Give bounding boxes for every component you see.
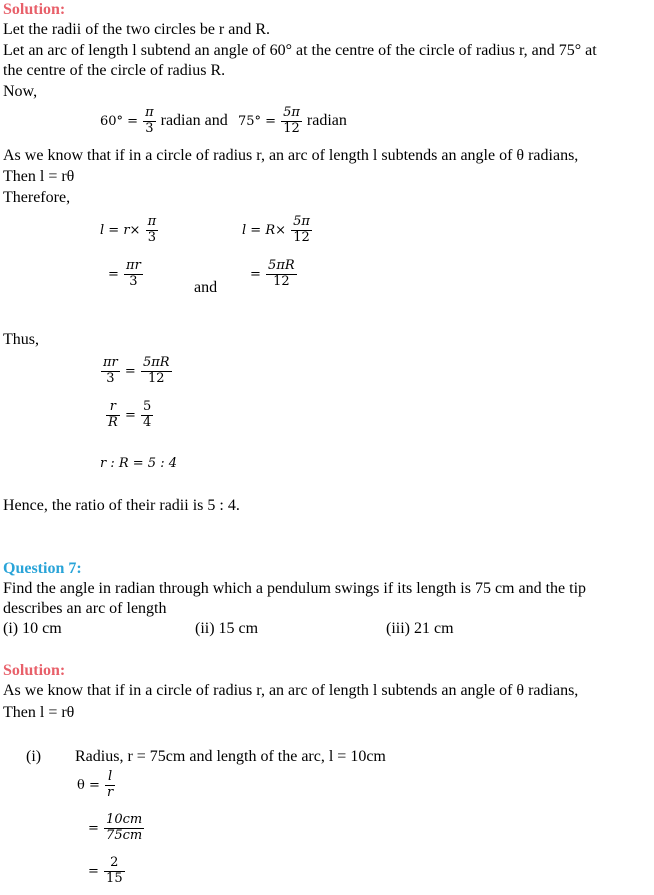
option-ii: (ii) 15 cm [195,620,259,637]
solution-2-line-2: Then l = rθ [3,704,75,721]
theta-step-2: = $\frac{10cm}{75cm}$ [88,812,143,843]
solution-2-heading: Solution: [3,662,66,679]
theta-step-3: = $\frac{2}{15}$ [88,855,123,886]
intro-line-4: Now, [3,83,38,100]
fraction: $\frac{r}{R}$ [108,399,118,430]
rule-line-1: As we know that if in a circle of radius r, an arc of length l subtends an angle of θ radians, [3,147,579,164]
thus-label: Thus, [3,331,39,348]
conclusion-text: Hence, the ratio of their radii is 5 : 4. [3,497,240,514]
fraction-5pi-over-12: $\frac{5\pi}{12}$ [283,105,300,136]
rule-line-2: Then l = rθ [3,168,75,185]
question-line-1: Find the angle in radian through which a pendulum swings if its length is 75 cm and the tip [3,580,587,597]
theta-step-1: θ = $\frac{l}{r}$ [77,769,114,800]
fraction: $\frac{\pi r}{3}$ [126,258,141,289]
option-i: (i) 10 cm [3,620,62,637]
and-word: and [194,279,218,296]
solution-heading: Solution: [3,1,66,18]
fraction: $\frac{5\pi R}{12}$ [268,258,295,289]
intro-line-1: Let the radii of the two circles be r and R. [3,21,271,38]
fraction: $\frac{\pi}{3}$ [147,214,157,245]
fraction: $\frac{2}{15}$ [106,855,123,886]
intro-line-3: the centre of the circle of radius R. [3,62,226,79]
ratio-eq-1: $\frac{\pi r}{3}$ = $\frac{5\pi R}{12}$ [103,355,170,386]
ratio-eq-2: $\frac{r}{R}$ = $\frac{5}{4}$ [108,399,152,430]
ratio-eq-3: r : R = 5 : 4 [100,456,177,471]
fraction: $\frac{5\pi R}{12}$ [142,355,170,386]
fraction-pi-over-3: $\frac{\pi}{3}$ [145,105,154,136]
rule-line-3: Therefore, [3,189,71,206]
conversion-75: 75° = $\frac{5\pi}{12}$ radian [238,105,347,136]
arc-eq-left-2: = $\frac{\pi r}{3}$ [108,258,141,289]
arc-eq-right-2: = $\frac{5\pi R}{12}$ [250,258,295,289]
conversion-60: 60° = $\frac{\pi}{3}$ radian and [100,105,228,136]
intro-line-2: Let an arc of length l subtend an angle of 60° at the centre of the circle of radius r, and 75° at [3,42,597,59]
fraction: $\frac{l}{r}$ [107,769,114,800]
solution-2-line-1: As we know that if in a circle of radius r, an arc of length l subtends an angle of θ radians, [3,682,579,699]
fraction: $\frac{10cm}{75cm}$ [106,812,143,843]
fraction: $\frac{5}{4}$ [142,399,152,430]
part-text: Radius, r = 75cm and length of the arc, l = 10cm [75,748,386,765]
question-line-2: describes an arc of length [3,600,167,617]
question-heading: Question 7: [3,560,82,577]
arc-eq-left-1: l = r× $\frac{\pi}{3}$ [100,214,157,245]
fraction: $\frac{5\pi}{12}$ [293,214,310,245]
arc-eq-right-1: l = R× $\frac{5\pi}{12}$ [242,214,310,245]
option-iii: (iii) 21 cm [386,620,454,637]
fraction: $\frac{\pi r}{3}$ [103,355,118,386]
part-label: (i) [26,748,42,765]
